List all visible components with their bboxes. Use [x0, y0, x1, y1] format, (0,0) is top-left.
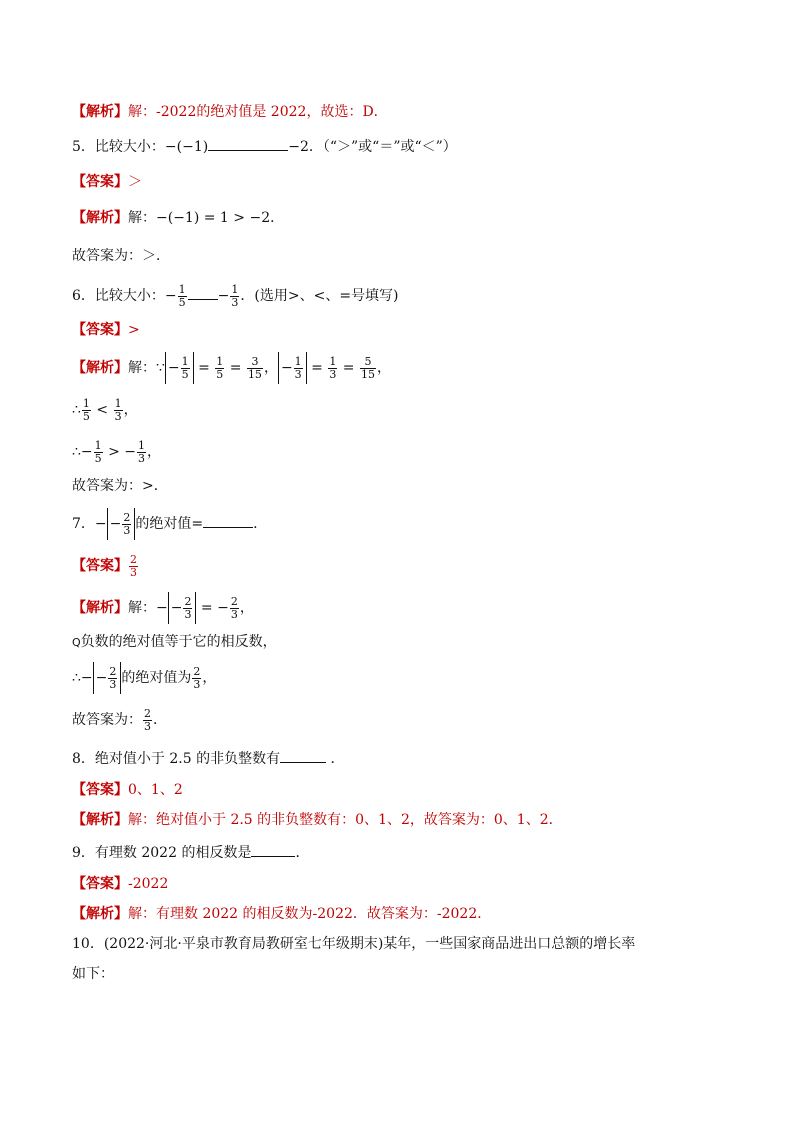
- analysis-tag: 【解析】: [72, 210, 128, 226]
- because-symbol: Q: [72, 636, 81, 649]
- q5-analysis-text: 解：−(−1) = 1 > −2．: [128, 210, 285, 226]
- q8-stem-text: 绝对值小于 2.5 的非负整数有: [94, 751, 281, 767]
- q5-answer-value: ＞: [128, 174, 142, 190]
- q7-analysis: 【解析】解：− − $\frac{2}{3}$ = − $\frac{2}{3}$ ，: [72, 592, 254, 624]
- q9-number: 9．: [72, 845, 95, 861]
- q10-stem-text: 某年，一些国家商品进出口总额的增长率: [383, 936, 636, 952]
- q5-analysis: [72, 208, 284, 228]
- q6-options: ．(选用>、<、=号填写): [240, 288, 399, 304]
- q6-answer-blank: [188, 285, 218, 300]
- q5-answer-blank: [208, 136, 288, 151]
- answer-tag: 【答案】: [72, 876, 128, 892]
- analysis-tag: 【解析】: [72, 360, 128, 376]
- q6-step-3: ∴− $\frac{1}{5}$ > − $\frac{1}{3}$ ，: [72, 438, 162, 465]
- q7-step-2: ∴− − $\frac{2}{3}$ 的绝对值为 $\frac{2}{3}$ ，: [72, 662, 216, 694]
- q10-source: (2022·河北·平泉市教育局教研室七年级期末): [103, 936, 384, 952]
- q6-conclusion: 故答案为：>．: [72, 478, 168, 494]
- q5-stem-text: 比较大小：: [94, 139, 165, 155]
- q5-stem: [72, 136, 457, 157]
- q10-stem-line-1: [72, 934, 635, 954]
- q6-answer: [72, 320, 140, 340]
- q5-answer: [72, 172, 142, 192]
- q5-expr-left: −(−1): [164, 139, 209, 155]
- analysis-tag: 【解析】: [72, 600, 128, 616]
- analysis-tag: 【解析】: [72, 812, 128, 828]
- q10-number: 10．: [72, 936, 104, 952]
- q9-answer-value: -2022: [128, 876, 169, 892]
- analysis-tag: 【解析】: [72, 104, 128, 120]
- q7-answer-blank: [203, 513, 253, 528]
- answer-tag: 【答案】: [72, 174, 128, 190]
- answer-tag: 【答案】: [72, 322, 128, 338]
- q6-number: 6．: [72, 288, 95, 304]
- q6-fraction-1-5: $\frac{1}{5}$: [178, 282, 186, 309]
- q4-analysis: [72, 102, 388, 122]
- q6-analysis: 【解析】解：∵ − $\frac{1}{5}$ = $\frac{1}{5}$ = $\frac{3}{15}$ ， − $\frac{1}{3}$ = $\frac{1}{3}$ = $\frac{5}{15}$ ，: [72, 352, 391, 384]
- q9-answer: [72, 874, 168, 894]
- q7-reason: [72, 632, 277, 653]
- q9-analysis-text: 解：有理数 2022 的相反数为-2022．故答案为：-2022．: [128, 906, 492, 922]
- q9-answer-blank: [251, 842, 295, 857]
- q6-step-2: ∴ $\frac{1}{5}$ < $\frac{1}{3}$ ，: [72, 396, 138, 423]
- q4-analysis-text: 解：-2022的绝对值是 2022，故选：D．: [128, 104, 388, 120]
- q7-answer-fraction: $\frac{2}{3}$: [130, 552, 137, 579]
- q10-stem-line-2: 如下：: [72, 966, 114, 982]
- q5-expr-right: −2．: [288, 139, 323, 155]
- q6-stem: 6．比较大小：− $\frac{1}{5}$ − $\frac{1}{3}$ ．(选用>、<、=号填写): [72, 282, 399, 309]
- q5-conclusion: 故答案为：＞．: [72, 248, 170, 264]
- q7-stem: 7．− − $\frac{2}{3}$ 的绝对值= .: [72, 508, 258, 540]
- q5-number: 5．: [72, 139, 95, 155]
- q8-answer: [72, 780, 183, 800]
- q8-analysis: [72, 810, 563, 830]
- q9-stem-text: 有理数 2022 的相反数是: [94, 845, 252, 861]
- q9-analysis: [72, 904, 491, 924]
- q8-answer-value: 0、1、2: [128, 782, 183, 798]
- q8-stem: 8．绝对值小于 2.5 的非负整数有 ．: [72, 748, 345, 769]
- q6-answer-value: >: [128, 322, 140, 338]
- q7-reason-text: 负数的绝对值等于它的相反数，: [80, 634, 277, 650]
- q6-fraction-1-3: $\frac{1}{3}$: [231, 282, 239, 309]
- q8-analysis-text: 解：绝对值小于 2.5 的非负整数有：0、1、2，故答案为：0、1、2．: [128, 812, 563, 828]
- analysis-tag: 【解析】: [72, 906, 128, 922]
- q7-stem-text: 的绝对值=: [135, 516, 204, 532]
- answer-tag: 【答案】: [72, 558, 128, 574]
- answer-tag: 【答案】: [72, 782, 128, 798]
- q7-answer: [72, 552, 139, 580]
- q8-answer-blank: [280, 748, 326, 763]
- q7-conclusion: 故答案为： $\frac{2}{3}$ ．: [72, 706, 167, 733]
- q6-stem-text: 比较大小：: [94, 288, 165, 304]
- q8-number: 8．: [72, 751, 95, 767]
- q5-options: （“＞”或“＝”或“＜”）: [322, 139, 457, 155]
- q9-stem: 9．有理数 2022 的相反数是 ．: [72, 842, 309, 863]
- q7-fraction-2-3: $\frac{2}{3}$: [123, 510, 131, 537]
- q7-number: 7．: [72, 516, 95, 532]
